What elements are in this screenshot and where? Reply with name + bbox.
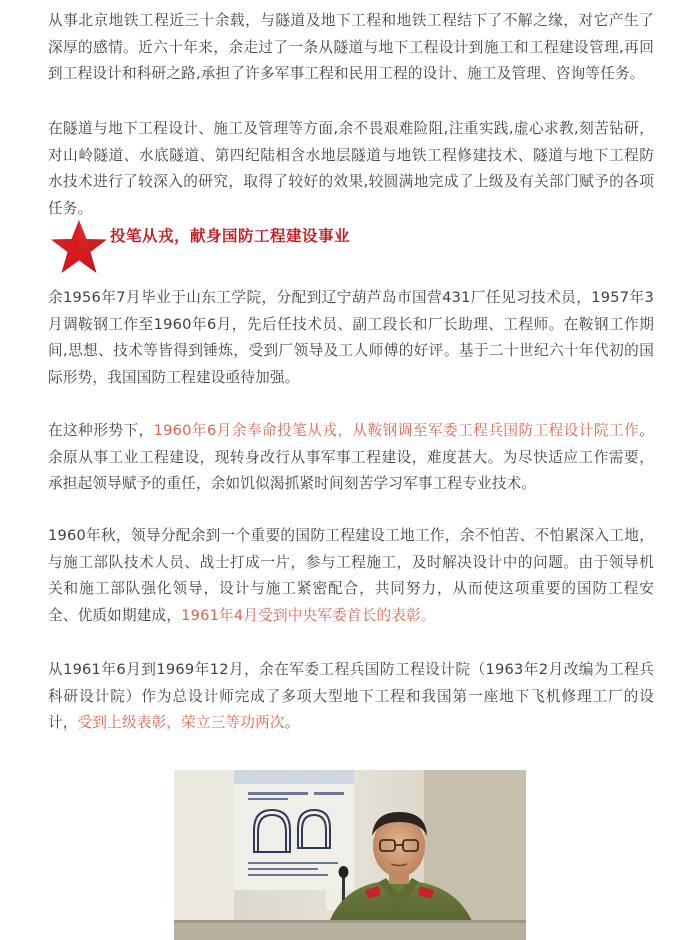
highlight-text: 1961年4月受到中央军委首长的表彰。 [181, 606, 436, 624]
paragraph-1960-autumn [48, 523, 654, 629]
photo-image [174, 770, 526, 940]
section-heading-row [48, 218, 654, 278]
text: 在这种形势下， [48, 422, 154, 439]
text: 从1961年6月到1969年12月，余在军委工程兵国防工程设计院（1963年2月改编为工程兵科研设计院）作为总设计师完成了多项大型地下工程和我国第一座地下飞机修理工厂的设计， [48, 661, 654, 731]
paragraph-intro: 从事北京地铁工程近三十余载，与隧道及地下工程和地铁工程结下了不解之缘，对它产生了深厚的感情。近六十年来，余走过了一条从隧道与地下工程设计到施工和工程建设管理,再回到工程设计和科研之路,承担了许多军事工程和民用工程的设计、施工及管理、咨询等任务。 [48, 12, 654, 82]
text: 1960年秋，领导分配余到一个重要的国防工程建设工地工作，余不怕苦、不怕累深入工地，与施工部队技术人员、战士打成一片，参与工程施工，及时解决设计中的问题。由于领导机关和施工部队强化领导，设计与施工紧密配合，共同努力，从而使这项重要的国防工程安全、优质如期建成， [48, 527, 654, 624]
text: 。 [284, 714, 300, 731]
highlight-text: 1960年6月余奉命投笔从戎，从鞍钢调至军委工程兵国防工程设计院工作 [153, 422, 640, 439]
archival-photo [174, 770, 526, 940]
highlight-text: 受到上级表彰，荣立三等功两次 [77, 714, 285, 731]
red-star-icon [48, 218, 110, 276]
paragraph-enlistment [48, 418, 654, 498]
paragraph-tunnel-research: 在隧道与地下工程设计、施工及管理等方面,余不畏艰难险阻,注重实践,虚心求教,刻苦钻研，对山岭隧道、水底隧道、第四纪陆相含水地层隧道与地铁工程修建技术、隧道与地下工程防水技术进行了较深入的研究，取得了较好的效果,较圆满地完成了上级及有关部门赋予的各项任务。 [48, 120, 654, 217]
paragraph-1961-1969 [48, 657, 654, 737]
text: 。余原从事工业工程建设，现转身改行从事军事工程建设，难度甚大。为尽快适应工作需要，承担起领导赋予的重任，余如饥似渴抓紧时间刻苦学习军事工程专业技术。 [48, 422, 654, 492]
paragraph-graduation: 余1956年7月毕业于山东工学院，分配到辽宁葫芦岛市国营431厂任见习技术员，1957年3月调鞍钢工作至1960年6月，先后任技术员、副工段长和厂长助理、工程师。在鞍钢工作期间,思想、技术等皆得到锤炼，受到厂领导及工人师傅的好评。基于二十世纪六十年代初的国际形势，我国国防工程建设亟待加强。 [48, 289, 654, 386]
section-heading: 投笔从戎，献身国防工程建设事业 [110, 227, 351, 245]
